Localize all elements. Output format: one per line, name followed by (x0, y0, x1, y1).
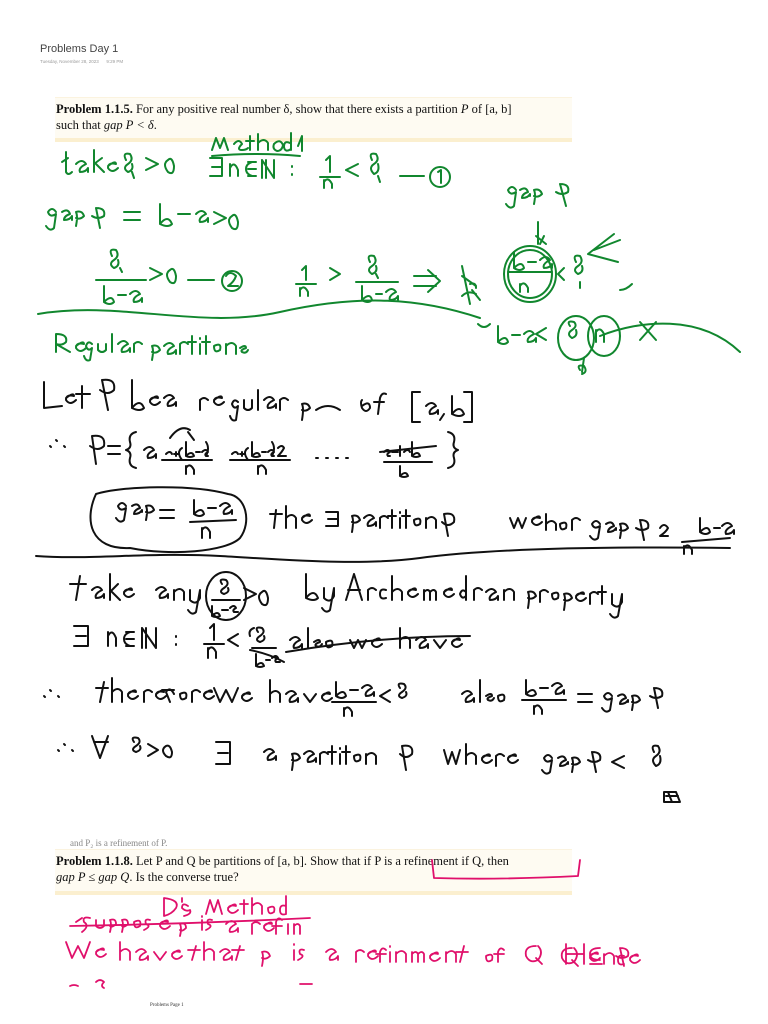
green-method-1-ink (38, 133, 740, 374)
black-ink (36, 380, 734, 802)
problem-1-math: gap P < δ (103, 118, 154, 132)
problem-1-var: P (460, 102, 469, 116)
problem-1-period: . (153, 118, 157, 132)
problem-2-question: . Is the converse true? (129, 870, 239, 884)
page-title: Problems Day 1 (40, 43, 119, 55)
problem-1-interval: of [a, b] (468, 102, 512, 116)
problem-1-text: For any positive real number δ, show that there exists a partition (132, 102, 461, 116)
problem-1-label: Problem 1.1.5. (56, 102, 133, 116)
pink-ink (66, 860, 640, 988)
problem-1-text-2: such that (56, 118, 104, 132)
page-date: Tuesday, November 28, 2023 (40, 59, 99, 64)
cutoff-text: and P₂ is a refinement of P. (70, 838, 168, 848)
problem-2-text: Let P and Q be partitions of [a, b]. Show that if P is a refinement if Q, then (132, 854, 509, 868)
page-footer: Problems Page 1 (150, 1003, 184, 1008)
problem-2-math: gap P ≤ gap Q (56, 870, 130, 884)
problem-2-label: Problem 1.1.8. (56, 854, 133, 868)
page-time: 9:29 PM (106, 59, 124, 64)
